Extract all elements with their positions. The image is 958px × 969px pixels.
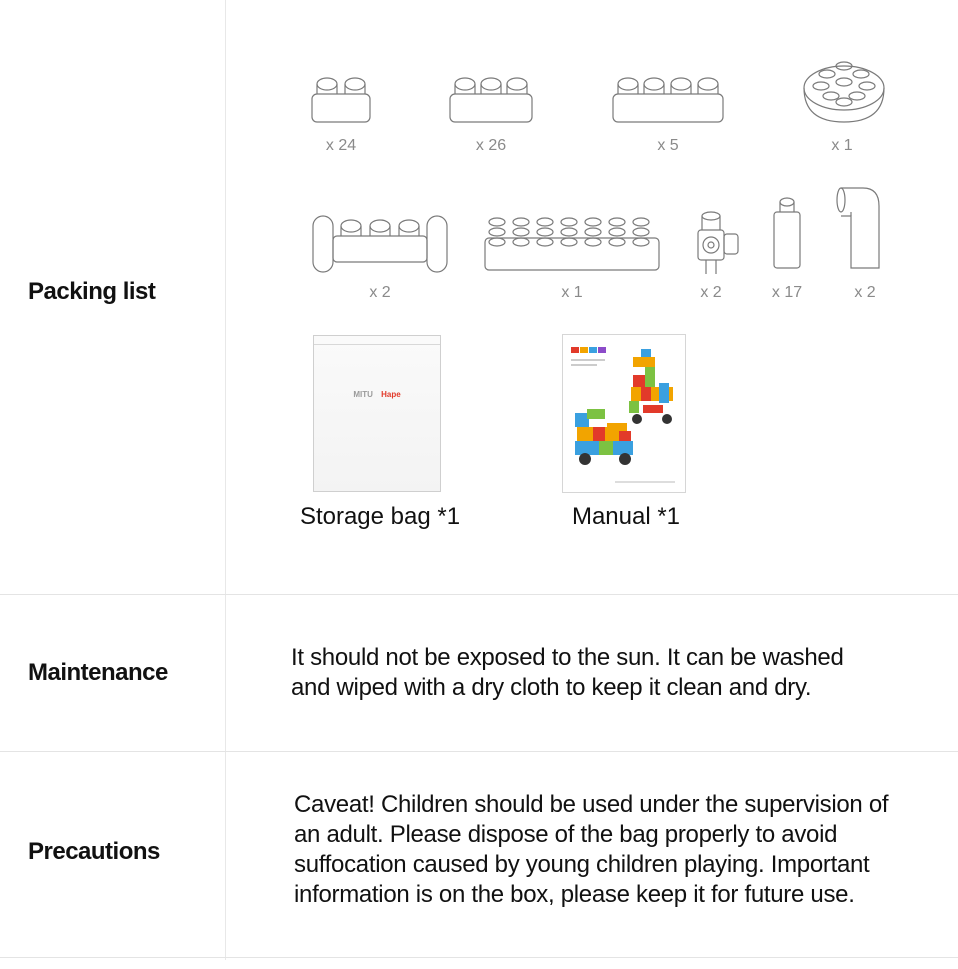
brick-4-stud-icon [611,72,725,124]
brick-3-stud-icon [448,72,534,124]
wheel-axle-brick-icon [311,212,449,274]
manual-caption: Manual *1 [571,503,681,530]
precautions-line: suffocation caused by young children playing. Important [294,851,870,878]
qty-brick-3: x 26 [475,137,507,154]
brick-2-stud-icon [310,72,372,124]
packing-list-label: Packing list [28,278,156,305]
maintenance-label: Maintenance [28,659,168,686]
precautions-line: an adult. Please dispose of the bag properly to avoid [294,821,838,848]
elbow-tube-icon [835,186,881,270]
maintenance-line: and wiped with a dry cloth to keep it clean and dry. [291,674,812,701]
precautions-line: information is on the box, please keep it for future use. [294,881,855,908]
precautions-label: Precautions [28,838,160,865]
storage-bag-image [313,335,441,492]
qty-wheel-axle: x 2 [369,284,391,301]
plate-brick-icon [483,214,661,272]
round-base-brick-icon [801,58,887,126]
qty-plate: x 1 [561,284,583,301]
qty-round-base: x 1 [831,137,853,154]
precautions-line: Caveat! Children should be used under the supervision of [294,791,889,818]
qty-elbow-tube: x 2 [854,284,876,301]
bag-zip-strip [314,344,440,345]
qty-brick-4: x 5 [657,137,679,154]
manual-image [562,334,686,493]
tall-rod-icon [772,196,802,270]
connector-joint-icon [694,210,740,276]
precautions-row [0,752,958,958]
maintenance-line: It should not be exposed to the sun. It can be washed [291,644,844,671]
qty-connector: x 2 [700,284,722,301]
mitu-logo-text: MITU [353,390,373,399]
qty-brick-2: x 24 [325,137,357,154]
maintenance-text [291,643,931,703]
bag-logos [314,390,440,399]
manual-cover-illustration [563,335,686,493]
qty-tall-rod: x 17 [771,284,803,301]
maintenance-row [0,595,958,752]
storage-bag-caption: Storage bag *1 [299,503,461,530]
hape-logo-text: Hape [381,390,401,399]
precautions-text [294,790,944,910]
